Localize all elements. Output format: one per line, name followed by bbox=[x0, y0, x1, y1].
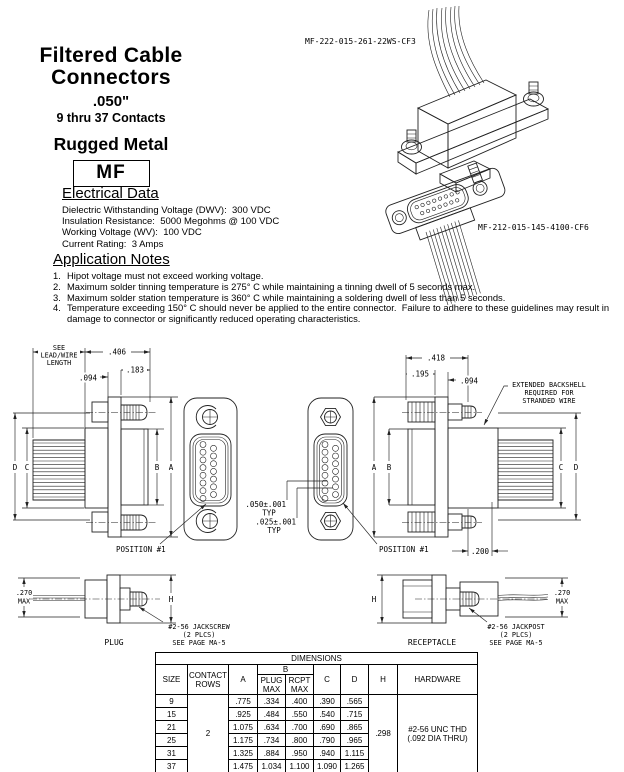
note-text: Hipot voltage must not exceed working voltage. bbox=[67, 270, 264, 281]
receptacle-side-view bbox=[343, 353, 586, 557]
dim-label: B bbox=[154, 463, 160, 472]
cell-c: .390 bbox=[314, 695, 341, 708]
plug-side-view bbox=[10, 343, 206, 554]
electrical-line: Working Voltage (WV): 100 VDC bbox=[62, 227, 202, 239]
cell-a: 1.075 bbox=[229, 721, 258, 734]
cell-a: 1.175 bbox=[229, 734, 258, 747]
col-header-hardware: HARDWARE bbox=[398, 665, 478, 695]
dim-label: .025±.001 bbox=[255, 517, 296, 527]
cell-size: 31 bbox=[156, 747, 188, 760]
receptacle-face-view bbox=[308, 398, 353, 540]
cell-h: .298 bbox=[369, 695, 398, 772]
dim-label: SEE bbox=[52, 344, 66, 352]
cell-a: .775 bbox=[229, 695, 258, 708]
hardware-callout: (2 PLCS) bbox=[499, 631, 533, 639]
part-number-top: MF-222-015-261-22WS-CF3 bbox=[305, 37, 416, 46]
backshell-note: REQUIRED FOR bbox=[524, 389, 574, 397]
cell-b-plug: .634 bbox=[258, 721, 286, 734]
col-header-size: SIZE bbox=[156, 665, 188, 695]
series-code-box: MF bbox=[73, 160, 150, 187]
cell-size: 37 bbox=[156, 760, 188, 772]
page-title-line2: Connectors bbox=[51, 66, 171, 89]
cell-d: 1.265 bbox=[341, 760, 369, 772]
electrical-data-section bbox=[62, 185, 482, 250]
cell-b-plug: .334 bbox=[258, 695, 286, 708]
hardware-line2: (.092 DIA THRU) bbox=[407, 733, 468, 743]
application-notes-heading: Application Notes bbox=[53, 251, 170, 268]
dimensions-table bbox=[155, 652, 478, 772]
cell-size: 21 bbox=[156, 721, 188, 734]
receptacle-profile bbox=[368, 575, 576, 647]
position-1-label: POSITION #1 bbox=[116, 545, 166, 554]
cell-b-rcpt: .950 bbox=[286, 747, 314, 760]
hardware-callout: #2-56 JACKSCREW bbox=[168, 623, 230, 631]
col-header-d: D bbox=[341, 665, 369, 695]
dim-label: C bbox=[24, 463, 30, 472]
cell-b-rcpt: .700 bbox=[286, 721, 314, 734]
dim-label: D bbox=[12, 463, 18, 472]
electrical-line: Current Rating: 3 Amps bbox=[62, 238, 164, 250]
position-1-label: POSITION #1 bbox=[379, 545, 429, 554]
col-header-b: B bbox=[258, 665, 314, 675]
backshell-note: EXTENDED BACKSHELL bbox=[512, 381, 586, 389]
dim-label: .270 bbox=[553, 589, 571, 597]
note-text: Maximum solder tinning temperature is 275° C while maintaining a tinning dwell of 5 seconds max. bbox=[67, 280, 476, 292]
receptacle-caption: RECEPTACLE bbox=[407, 638, 457, 647]
note-number: 3. bbox=[53, 291, 61, 303]
dim-label: A bbox=[168, 463, 174, 472]
dim-label: TYP bbox=[262, 508, 276, 518]
part-number-bottom: MF-212-015-145-4100-CF6 bbox=[478, 223, 589, 232]
cell-b-plug: .884 bbox=[258, 747, 286, 760]
dim-label: .094 bbox=[78, 373, 98, 383]
cell-b-plug: .484 bbox=[258, 708, 286, 721]
cell-hardware bbox=[398, 695, 478, 772]
cell-b-rcpt: .550 bbox=[286, 708, 314, 721]
hardware-callout: #2-56 JACKPOST bbox=[487, 623, 545, 631]
dim-label: LENGTH bbox=[46, 359, 72, 367]
table-title: DIMENSIONS bbox=[156, 653, 478, 665]
cell-c: .940 bbox=[314, 747, 341, 760]
hardware-callout: SEE PAGE MA-5 bbox=[172, 639, 226, 647]
cell-a: 1.325 bbox=[229, 747, 258, 760]
note-text: Maximum solder station temperature is 360° C while maintaining a soldering dwell of less than 5 seconds. bbox=[67, 291, 506, 303]
dim-label: .270 bbox=[15, 589, 33, 597]
note-number: 1. bbox=[53, 270, 61, 281]
title-block bbox=[20, 45, 202, 187]
cell-contact-rows: 2 bbox=[188, 695, 229, 772]
dim-label: TYP bbox=[267, 526, 281, 535]
dim-label: B bbox=[386, 463, 392, 472]
page-title-line1: Filtered Cable bbox=[39, 44, 183, 67]
dim-label: A bbox=[371, 463, 377, 472]
col-header-contact-rows: CONTACT ROWS bbox=[188, 665, 229, 695]
dim-label: C bbox=[558, 463, 564, 472]
col-header-b-plug: PLUG MAX bbox=[258, 675, 286, 695]
cell-c: .540 bbox=[314, 708, 341, 721]
cell-d: 1.115 bbox=[341, 747, 369, 760]
dim-label: MAX bbox=[17, 597, 31, 606]
dim-label: H bbox=[371, 595, 377, 604]
dim-label: LEAD/WIRE bbox=[40, 351, 78, 360]
profile-views bbox=[0, 566, 624, 658]
dim-label: .200 bbox=[470, 547, 490, 556]
plug-profile bbox=[10, 575, 231, 647]
cell-b-plug: 1.034 bbox=[258, 760, 286, 772]
cell-b-rcpt: .800 bbox=[286, 734, 314, 747]
col-header-c: C bbox=[314, 665, 341, 695]
contact-pitch-callout bbox=[245, 481, 333, 535]
table-title-row bbox=[156, 653, 478, 665]
col-header-h: H bbox=[369, 665, 398, 695]
electrical-line: Dielectric Withstanding Voltage (DWV): 300 VDC bbox=[62, 205, 271, 216]
main-drawing bbox=[0, 342, 624, 568]
cell-d: .865 bbox=[341, 721, 369, 734]
cell-c: .690 bbox=[314, 721, 341, 734]
dim-label: .050±.001 bbox=[245, 500, 286, 509]
table-row bbox=[156, 695, 478, 708]
cell-size: 9 bbox=[156, 695, 188, 708]
dim-label: .418 bbox=[426, 353, 446, 363]
col-header-a: A bbox=[229, 665, 258, 695]
cell-size: 15 bbox=[156, 708, 188, 721]
dim-label: MAX bbox=[555, 597, 569, 606]
cell-c: .790 bbox=[314, 734, 341, 747]
cell-d: .565 bbox=[341, 695, 369, 708]
col-header-b-rcpt: RCPT MAX bbox=[286, 675, 314, 695]
dim-label: .195 bbox=[410, 369, 430, 379]
electrical-data-heading: Electrical Data bbox=[62, 185, 159, 202]
cell-d: .965 bbox=[341, 734, 369, 747]
note-item bbox=[53, 282, 613, 293]
dim-label: H bbox=[168, 595, 174, 604]
plug-face-view bbox=[184, 398, 237, 540]
note-text: Temperature exceeding 150° C should never be applied to the entire connector. Failure to adhere to these guidelines may result in damage to connector or significantly reduced operating characteristics. bbox=[67, 302, 612, 325]
plug-caption: PLUG bbox=[104, 638, 124, 647]
size-label: .050" bbox=[92, 93, 130, 110]
electrical-line: Insulation Resistance: 5000 Megohms @ 100 VDC bbox=[62, 216, 280, 228]
hardware-callout: (2 PLCS) bbox=[182, 631, 216, 639]
dim-label: .183 bbox=[125, 365, 145, 375]
cell-b-plug: .734 bbox=[258, 734, 286, 747]
note-number: 4. bbox=[53, 302, 61, 314]
hardware-callout: SEE PAGE MA-5 bbox=[489, 639, 543, 647]
application-notes-section bbox=[53, 251, 613, 325]
hardware-line1: #2-56 UNC THD bbox=[408, 724, 467, 734]
table-header-row bbox=[156, 665, 478, 675]
contacts-label: 9 thru 37 Contacts bbox=[56, 111, 166, 125]
cell-b-rcpt: 1.100 bbox=[286, 760, 314, 772]
dim-label: .094 bbox=[459, 376, 479, 386]
cell-d: .715 bbox=[341, 708, 369, 721]
series-label: Rugged Metal bbox=[53, 134, 169, 154]
dim-label: D bbox=[573, 463, 579, 472]
note-number: 2. bbox=[53, 280, 61, 292]
cell-b-rcpt: .400 bbox=[286, 695, 314, 708]
backshell-note: STRANDED WIRE bbox=[522, 397, 576, 405]
cell-a: .925 bbox=[229, 708, 258, 721]
cell-a: 1.475 bbox=[229, 760, 258, 772]
dim-label: .406 bbox=[107, 347, 127, 357]
cell-c: 1.090 bbox=[314, 760, 341, 772]
note-item bbox=[53, 303, 613, 325]
cell-size: 25 bbox=[156, 734, 188, 747]
